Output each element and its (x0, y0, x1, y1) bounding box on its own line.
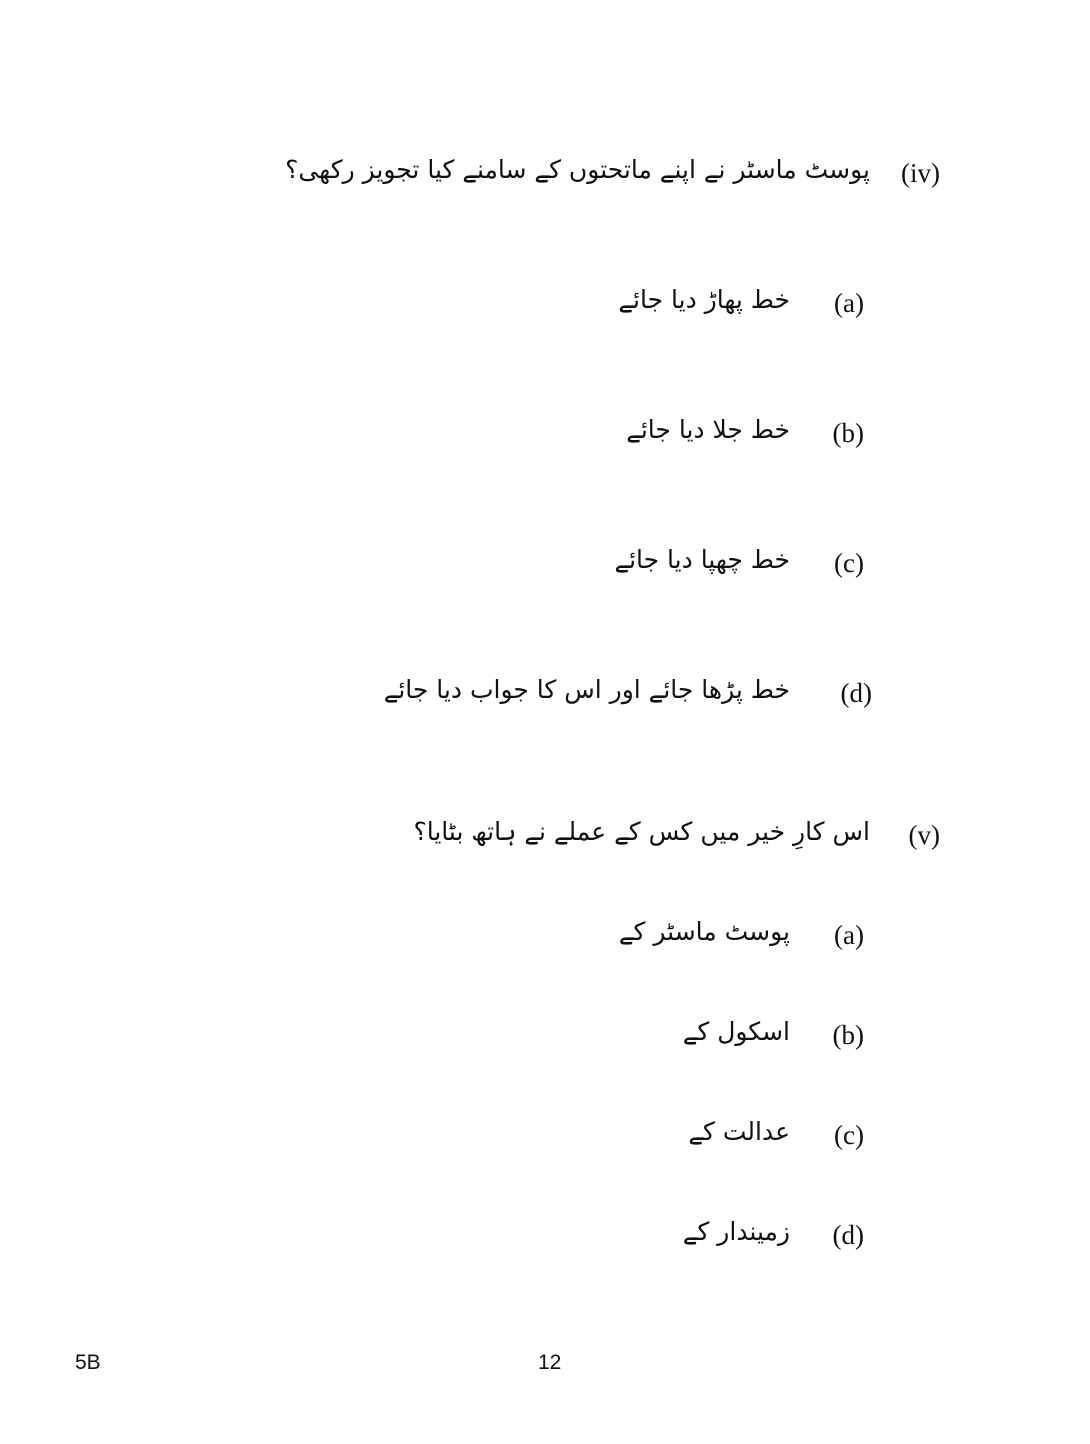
option-text: عدالت کے (688, 1117, 790, 1146)
question-number: (v) (908, 820, 940, 850)
option-label: (a) (834, 288, 864, 318)
question-text: اس کارِ خیر میں کس کے عملے نے ہاتھ بٹایا؟ (413, 817, 870, 846)
option-text: خط چھپا دیا جائے (614, 545, 790, 574)
question-number: (iv) (901, 158, 940, 188)
option-label: (c) (834, 548, 864, 578)
question-text: پوسٹ ماسٹر نے اپنے ماتحتوں کے سامنے کیا تجویز رکھی؟ (285, 155, 870, 184)
option-text: خط جلا دیا جائے (626, 415, 790, 444)
option-text: زمیندار کے (682, 1217, 790, 1246)
option-text: اسکول کے (682, 1017, 790, 1046)
option-text: پوسٹ ماسٹر کے (618, 917, 790, 946)
option-label: (b) (832, 418, 864, 448)
option-label: (a) (834, 920, 864, 950)
option-label: (d) (840, 678, 872, 708)
option-label: (d) (832, 1220, 864, 1250)
page-number: 12 (538, 1351, 562, 1374)
option-text: خط پڑھا جائے اور اس کا جواب دیا جائے (383, 675, 790, 704)
option-label: (b) (832, 1020, 864, 1050)
paper-code: 5B (75, 1351, 101, 1374)
option-text: خط پھاڑ دیا جائے (618, 285, 790, 314)
option-label: (c) (834, 1120, 864, 1150)
